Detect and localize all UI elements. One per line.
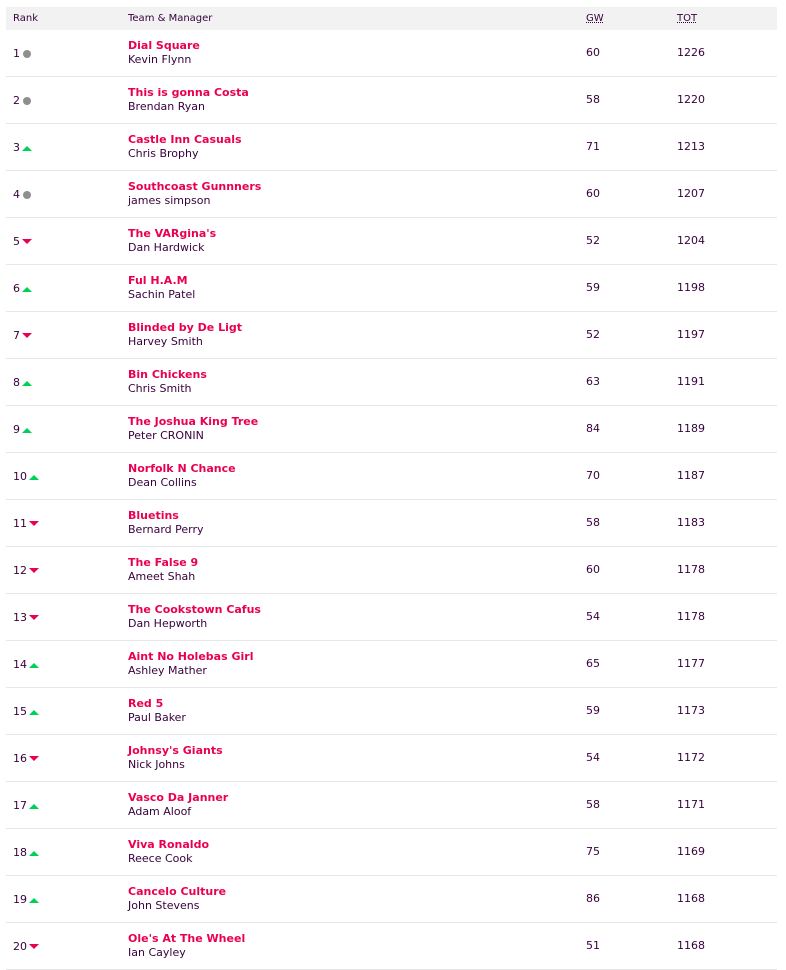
rank-number: 4 (13, 188, 20, 201)
total-points: 1187 (677, 469, 705, 482)
rank-number: 20 (13, 940, 27, 953)
total-points: 1168 (677, 892, 705, 905)
rank-number: 7 (13, 329, 20, 342)
total-points: 1226 (677, 46, 705, 59)
manager-name: Dean Collins (128, 476, 197, 489)
total-points: 1173 (677, 704, 705, 717)
team-name-link[interactable]: This is gonna Costa (128, 86, 249, 99)
team-name-link[interactable]: Johnsy's Giants (128, 744, 223, 757)
team-name-link[interactable]: Blinded by De Ligt (128, 321, 243, 334)
team-name-link[interactable]: Dial Square (128, 39, 200, 52)
total-points: 1169 (677, 845, 705, 858)
manager-name: Harvey Smith (128, 335, 203, 348)
gameweek-points: 70 (586, 469, 600, 482)
rank-down-arrow-icon (29, 943, 39, 951)
manager-name: Paul Baker (128, 711, 186, 724)
rank-up-arrow-icon (22, 426, 32, 434)
rank-number: 10 (13, 470, 27, 483)
rank-up-arrow-icon (29, 661, 39, 669)
table-row (6, 218, 777, 265)
table-row (6, 594, 777, 641)
rank-number: 11 (13, 517, 27, 530)
gameweek-points: 86 (586, 892, 600, 905)
rank-up-arrow-icon (22, 285, 32, 293)
table-row (6, 312, 777, 359)
manager-name: Chris Brophy (128, 147, 199, 160)
total-points: 1177 (677, 657, 705, 670)
rank-number: 3 (13, 141, 20, 154)
rank-down-arrow-icon (29, 567, 39, 575)
gameweek-points: 60 (586, 187, 600, 200)
manager-name: Nick Johns (128, 758, 185, 771)
team-name-link[interactable]: The VARgina's (128, 227, 217, 240)
team-name-link[interactable]: Ole's At The Wheel (128, 932, 246, 945)
gameweek-points: 58 (586, 93, 600, 106)
rank-unchanged-dot-icon (22, 97, 32, 105)
team-name-link[interactable]: The Cookstown Cafus (128, 603, 261, 616)
total-points: 1172 (677, 751, 705, 764)
rank-column-header: Rank (13, 13, 38, 24)
total-points: 1191 (677, 375, 705, 388)
gameweek-points: 54 (586, 751, 600, 764)
manager-name: Dan Hepworth (128, 617, 208, 630)
rank-unchanged-dot-icon (22, 191, 32, 199)
rank-number: 13 (13, 611, 27, 624)
table-row (6, 30, 777, 77)
table-row (6, 406, 777, 453)
rank-number: 8 (13, 376, 20, 389)
team-name-link[interactable]: Castle Inn Casuals (128, 133, 242, 146)
table-row (6, 77, 777, 124)
gameweek-points: 60 (586, 46, 600, 59)
table-row (6, 500, 777, 547)
rank-number: 15 (13, 705, 27, 718)
gameweek-points: 75 (586, 845, 600, 858)
team-name-link[interactable]: Cancelo Culture (128, 885, 227, 898)
rank-unchanged-dot-icon (22, 50, 32, 58)
table-header (6, 7, 777, 30)
total-points: 1178 (677, 563, 705, 576)
total-points: 1213 (677, 140, 705, 153)
manager-name: Kevin Flynn (128, 53, 192, 66)
team-name-link[interactable]: Viva Ronaldo (128, 838, 209, 851)
rank-up-arrow-icon (29, 849, 39, 857)
rank-number: 5 (13, 235, 20, 248)
team-name-link[interactable]: The Joshua King Tree (128, 415, 259, 428)
manager-name: Reece Cook (128, 852, 193, 865)
rank-down-arrow-icon (22, 332, 32, 340)
gameweek-points: 58 (586, 798, 600, 811)
rank-up-arrow-icon (29, 473, 39, 481)
rank-down-arrow-icon (29, 614, 39, 622)
manager-name: Ian Cayley (128, 946, 186, 959)
table-row (6, 735, 777, 782)
rank-down-arrow-icon (22, 238, 32, 246)
gameweek-points: 59 (586, 704, 600, 717)
team-name-link[interactable]: Ful H.A.M (128, 274, 188, 287)
rank-up-arrow-icon (29, 896, 39, 904)
manager-name: Dan Hardwick (128, 241, 205, 254)
team-name-link[interactable]: Bin Chickens (128, 368, 207, 381)
table-row (6, 782, 777, 829)
table-row (6, 171, 777, 218)
table-row (6, 641, 777, 688)
team-name-link[interactable]: Vasco Da Janner (128, 791, 229, 804)
gameweek-points: 65 (586, 657, 600, 670)
manager-name: Chris Smith (128, 382, 192, 395)
team-name-link[interactable]: Aint No Holebas Girl (128, 650, 254, 663)
rank-number: 2 (13, 94, 20, 107)
league-standings-table (6, 7, 777, 970)
team-name-link[interactable]: The False 9 (128, 556, 199, 569)
gameweek-points: 59 (586, 281, 600, 294)
gameweek-points: 51 (586, 939, 600, 952)
rank-number: 6 (13, 282, 20, 295)
rank-down-arrow-icon (29, 755, 39, 763)
total-points: 1183 (677, 516, 705, 529)
rank-number: 1 (13, 47, 20, 60)
team-name-link[interactable]: Bluetins (128, 509, 179, 522)
gameweek-points: 84 (586, 422, 600, 435)
total-points: 1178 (677, 610, 705, 623)
rank-number: 16 (13, 752, 27, 765)
gameweek-points: 60 (586, 563, 600, 576)
total-points: 1204 (677, 234, 705, 247)
manager-name: John Stevens (128, 899, 200, 912)
table-row (6, 453, 777, 500)
total-points: 1220 (677, 93, 705, 106)
rank-number: 9 (13, 423, 20, 436)
gameweek-points: 52 (586, 328, 600, 341)
rank-number: 18 (13, 846, 27, 859)
rank-up-arrow-icon (22, 144, 32, 152)
gameweek-column-header[interactable]: GW (586, 13, 604, 24)
team-manager-column-header: Team & Manager (128, 13, 213, 24)
total-points: 1168 (677, 939, 705, 952)
rank-up-arrow-icon (22, 379, 32, 387)
table-row (6, 124, 777, 171)
team-name-link[interactable]: Norfolk N Chance (128, 462, 236, 475)
gameweek-points: 71 (586, 140, 600, 153)
team-name-link[interactable]: Southcoast Gunnners (128, 180, 262, 193)
rank-number: 14 (13, 658, 27, 671)
gameweek-points: 63 (586, 375, 600, 388)
team-name-link[interactable]: Red 5 (128, 697, 164, 710)
manager-name: Brendan Ryan (128, 100, 206, 113)
total-column-header[interactable]: TOT (677, 13, 698, 24)
table-row (6, 547, 777, 594)
manager-name: Ashley Mather (128, 664, 207, 677)
table-row (6, 359, 777, 406)
total-points: 1197 (677, 328, 705, 341)
manager-name: james simpson (128, 194, 211, 207)
gameweek-points: 58 (586, 516, 600, 529)
table-row (6, 876, 777, 923)
manager-name: Peter CRONIN (128, 429, 204, 442)
manager-name: Sachin Patel (128, 288, 196, 301)
rank-number: 12 (13, 564, 27, 577)
total-points: 1198 (677, 281, 705, 294)
table-body (6, 30, 777, 970)
rank-up-arrow-icon (29, 708, 39, 716)
rank-number: 19 (13, 893, 27, 906)
manager-name: Ameet Shah (128, 570, 196, 583)
manager-name: Adam Aloof (128, 805, 192, 818)
table-row (6, 265, 777, 312)
total-points: 1189 (677, 422, 705, 435)
rank-up-arrow-icon (29, 802, 39, 810)
table-row (6, 923, 777, 970)
rank-number: 17 (13, 799, 27, 812)
rank-down-arrow-icon (29, 520, 39, 528)
table-row (6, 829, 777, 876)
gameweek-points: 52 (586, 234, 600, 247)
manager-name: Bernard Perry (128, 523, 204, 536)
table-row (6, 688, 777, 735)
total-points: 1207 (677, 187, 705, 200)
total-points: 1171 (677, 798, 705, 811)
gameweek-points: 54 (586, 610, 600, 623)
